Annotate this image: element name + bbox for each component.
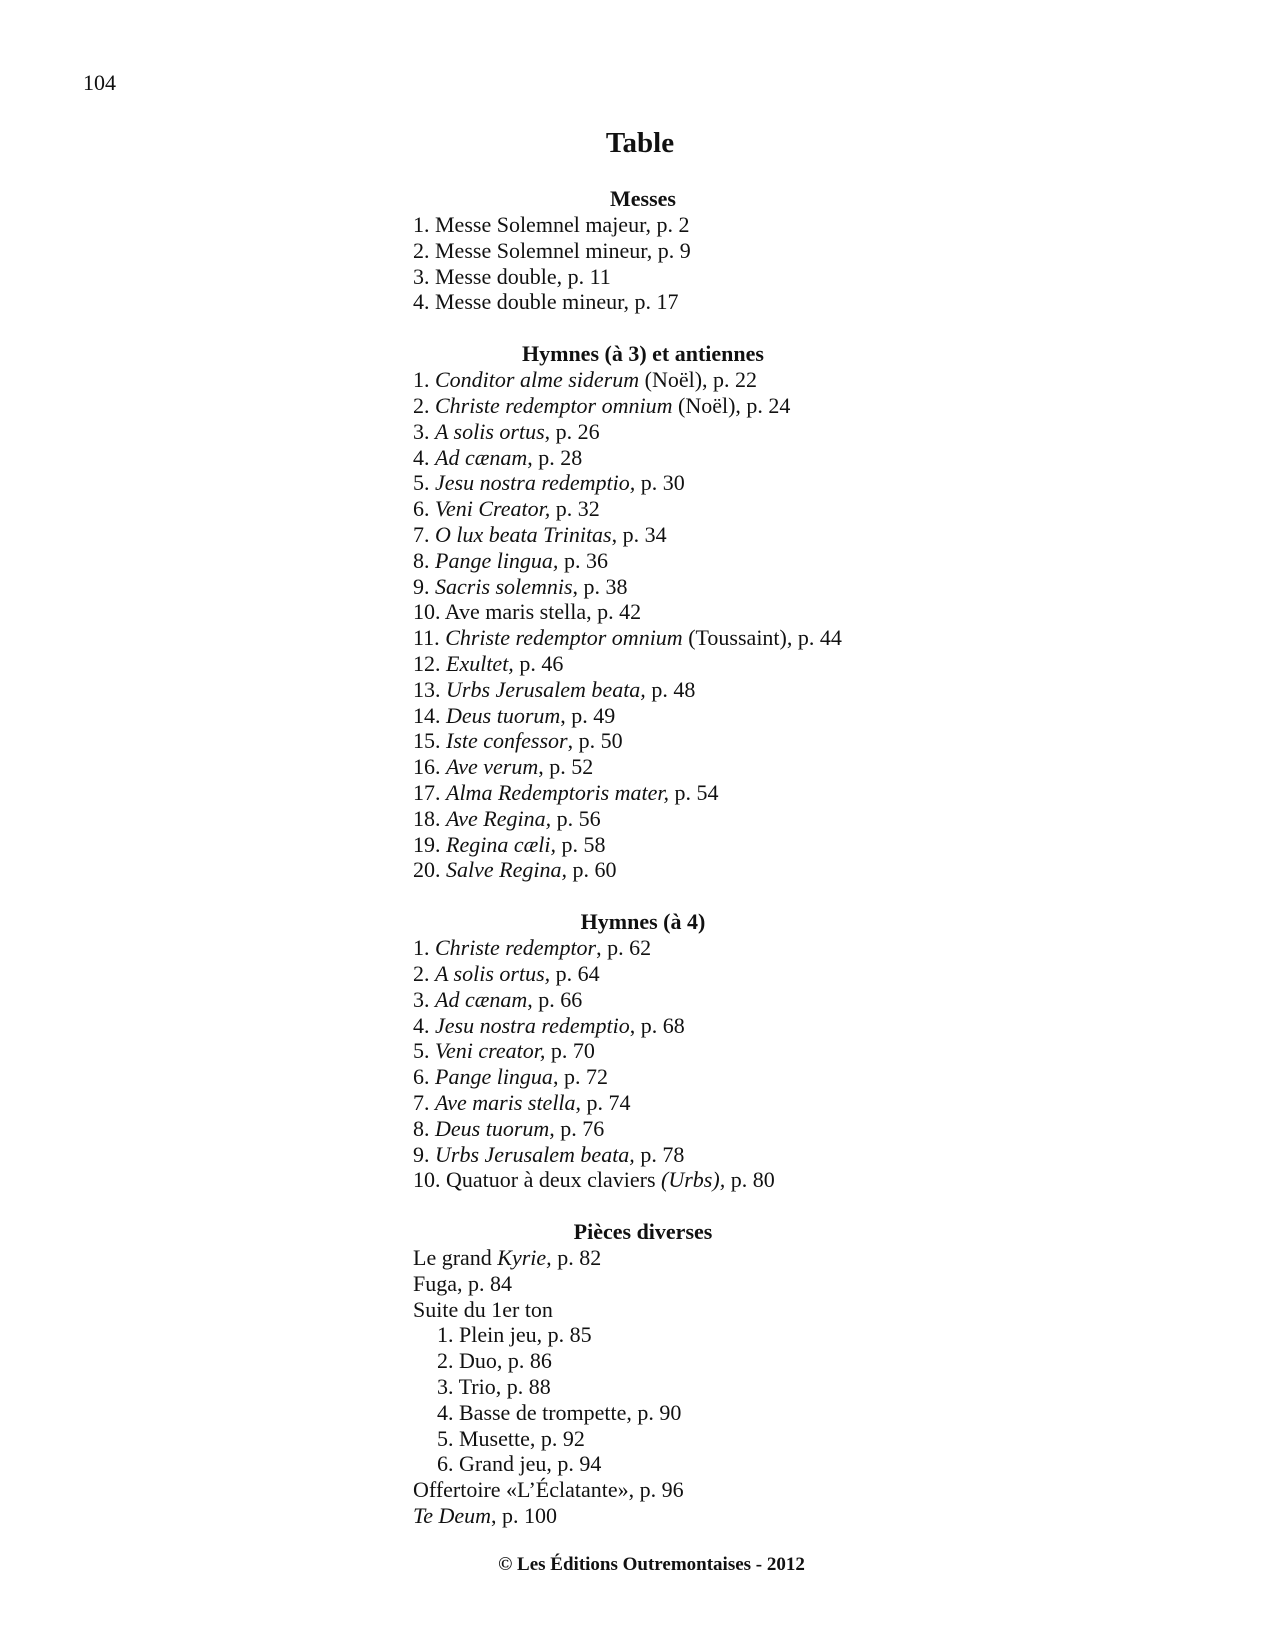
entry-title-italic: Urbs Jerusalem beata, [435,1141,635,1167]
toc-entry [413,1322,933,1348]
entry-title-italic: Regina cæli, [446,831,556,857]
entry-title-italic: Ave Regina, [446,805,552,831]
toc-entry [413,1142,933,1168]
entry-title-italic: Christe redemptor [435,935,597,961]
toc-entry [413,419,933,445]
toc-entry [413,393,933,419]
entry-text: p. 76 [554,1115,605,1141]
section-heading: Pièces diverses [573,1219,713,1245]
entry-text: p. 56 [551,805,601,831]
entry-text: 5. Musette, p. 92 [437,1425,585,1451]
entry-text: Fuga, p. 84 [413,1270,512,1296]
entry-text: 13. [413,676,446,702]
toc-entry [413,496,933,522]
entry-title-italic: Deus tuorum [446,702,561,728]
entry-title-italic: O lux beata Trinitas [435,521,612,547]
toc-entry [413,522,933,548]
toc-entry [413,599,933,625]
toc-entry [413,1348,933,1374]
entry-text: 4. Basse de trompette, p. 90 [437,1399,682,1425]
entry-text: p. 78 [634,1141,685,1167]
entry-text: 2. Messe Solemnel mineur, p. 9 [413,237,691,263]
toc-entry [413,574,933,600]
entry-text: 2. Duo, p. 86 [437,1348,552,1374]
entry-title-italic: Ave verum [446,754,539,780]
toc-entry [413,367,933,393]
copyright-footer: © Les Éditions Outremontaises - 2012 [498,1554,805,1575]
entry-title-italic: Ave maris stella [435,1089,576,1115]
toc-entry [413,1064,933,1090]
entry-text: 9. [413,573,435,599]
toc-entry [413,935,933,961]
section-heading: Hymnes (à 4) [580,909,706,935]
entry-text: p. 58 [555,831,606,857]
entry-text: 2. [413,392,435,418]
entry-text: 10. Ave maris stella, p. 42 [413,599,642,625]
entry-title-italic: Sacris solemnis [435,573,573,599]
toc-entry [413,1167,933,1193]
entry-title-italic: Exultet, [446,650,514,676]
entry-title-italic: Christe redemptor omnium [435,392,673,418]
entry-text: , p. 28 [527,444,583,470]
entry-title-italic: Conditor alme siderum [435,367,640,393]
toc-entry [413,548,933,574]
entry-text: , p. 62 [596,935,652,961]
entry-text: 19. [413,831,446,857]
toc-entry [413,470,933,496]
entry-text: , p. 38 [572,573,628,599]
entry-text: (Toussaint), p. 44 [682,625,842,651]
entry-text: 4. Messe double mineur, p. 17 [413,289,679,315]
entry-text: 7. [413,1089,435,1115]
entry-text: 10. Quatuor à deux claviers [413,1167,662,1193]
entry-text: Suite du 1er ton [413,1296,553,1322]
entry-title-italic: Veni creator, [435,1038,546,1064]
entry-text: 6. [413,496,435,522]
entry-text: 15. [413,728,446,754]
entry-text: 5. [413,1038,435,1064]
entry-text: , p. 72 [552,1064,608,1090]
entry-title-italic: Alma Redemptoris mater, [446,779,670,805]
toc-entry [413,677,933,703]
entry-text: 3. [413,418,435,444]
entry-title-italic: Pange lingua, [435,547,559,573]
toc-entry [413,1271,933,1297]
entry-title-italic: A solis ortus [435,418,545,444]
entry-title-italic: Ad cænam [435,986,528,1012]
entry-text: 4. [413,1012,435,1038]
entry-text: 1. [413,367,435,393]
toc-entry [413,1426,933,1452]
toc-entry [413,832,933,858]
entry-text: 3. [413,986,435,1012]
entry-text: 1. Plein jeu, p. 85 [437,1322,592,1348]
entry-title-italic: Veni Creator, [435,496,551,522]
toc-entry [413,987,933,1013]
entry-text: p. 48 [645,676,696,702]
entry-text: 3. Messe double, p. 11 [413,263,611,289]
entry-text: 6. Grand jeu, p. 94 [437,1451,602,1477]
toc-entry [413,1503,933,1529]
entry-text: 9. [413,1141,435,1167]
toc-entry [413,1090,933,1116]
entry-text: , p. 34 [611,521,667,547]
toc-section [413,186,933,315]
toc-entry [413,264,933,290]
toc-entry [413,857,933,883]
toc-entry [413,445,933,471]
entry-text: (Noël), p. 24 [672,392,791,418]
entry-title-italic: Christe redemptor omnium [445,625,683,651]
toc-section [413,341,933,883]
table-of-contents [413,186,933,1555]
entry-text: p. 36 [558,547,608,573]
entry-text: (Noël), p. 22 [639,367,758,393]
entry-title-italic: Kyrie, [497,1245,552,1271]
entry-text: 8. [413,547,435,573]
entry-text: p. 80 [725,1167,775,1193]
toc-entry [413,1477,933,1503]
entry-title-italic: A solis ortus, [435,960,551,986]
toc-entry [413,1297,933,1323]
entry-text: 3. Trio, p. 88 [437,1374,551,1400]
entry-text: , p. 50 [567,728,623,754]
entry-text: , p. 26 [544,418,600,444]
entry-text: 20. [413,857,446,883]
entry-text: 1. [413,935,435,961]
toc-entry [413,212,933,238]
entry-title-italic: Urbs Jerusalem beata, [446,676,646,702]
entry-text: 2. [413,960,435,986]
entry-text: , p. 68 [629,1012,685,1038]
entry-text: 16. [413,754,446,780]
toc-entry [413,780,933,806]
entry-text: p. 46 [513,650,564,676]
toc-entry [413,703,933,729]
entry-text: p. 82 [551,1245,602,1271]
toc-entry [413,1245,933,1271]
page-title: Table [605,127,675,159]
entry-text: Le grand [413,1245,498,1271]
entry-text: 4. [413,444,435,470]
entry-text: , p. 49 [560,702,616,728]
entry-title-italic: Te Deum [413,1503,492,1529]
entry-text: p. 64 [550,960,600,986]
entry-text: 1. Messe Solemnel majeur, p. 2 [413,212,690,237]
entry-title-italic: Salve Regina, [446,857,567,883]
page-number: 104 [83,70,116,95]
entry-text: , p. 74 [575,1089,631,1115]
toc-entry [413,625,933,651]
toc-entry [413,1400,933,1426]
entry-text: p. 70 [545,1038,595,1064]
toc-entry [413,238,933,264]
entry-text: p. 32 [550,496,600,522]
entry-text: Offertoire «L’Éclatante», p. 96 [413,1477,684,1503]
section-heading: Hymnes (à 3) et antiennes [522,341,764,367]
toc-entry [413,1451,933,1477]
entry-text: p. 54 [669,779,719,805]
entry-title-italic: Iste confessor [446,728,568,754]
toc-section [413,909,933,1193]
section-heading: Messes [610,186,676,211]
entry-title-italic: Ad cænam [435,444,528,470]
toc-entry [413,1013,933,1039]
toc-entry [413,728,933,754]
entry-text: 17. [413,779,446,805]
entry-text: 8. [413,1115,435,1141]
entry-title-italic: Jesu nostra redemptio [435,1012,630,1038]
toc-entry [413,1038,933,1064]
toc-entry [413,806,933,832]
toc-section [413,1219,933,1529]
entry-text: 7. [413,521,435,547]
toc-entry [413,1374,933,1400]
entry-text: 11. [413,625,446,651]
toc-entry [413,961,933,987]
entry-title-italic: Deus tuorum, [435,1115,555,1141]
entry-text: 18. [413,805,446,831]
entry-text: 6. [413,1064,435,1090]
toc-entry [413,1116,933,1142]
entry-text: 5. [413,470,435,496]
entry-title-italic: Jesu nostra redemptio, [435,470,636,496]
entry-text: 12. [413,650,446,676]
entry-text: p. 30 [635,470,685,496]
entry-text: , p. 52 [538,754,594,780]
entry-text: 14. [413,702,446,728]
entry-text: , p. 100 [491,1503,558,1529]
entry-text: p. 60 [566,857,617,883]
toc-entry [413,754,933,780]
entry-text: , p. 66 [527,986,583,1012]
entry-title-italic: Pange lingua [435,1064,553,1090]
entry-title-italic: (Urbs), [661,1167,726,1193]
toc-entry [413,651,933,677]
toc-entry [413,289,933,315]
